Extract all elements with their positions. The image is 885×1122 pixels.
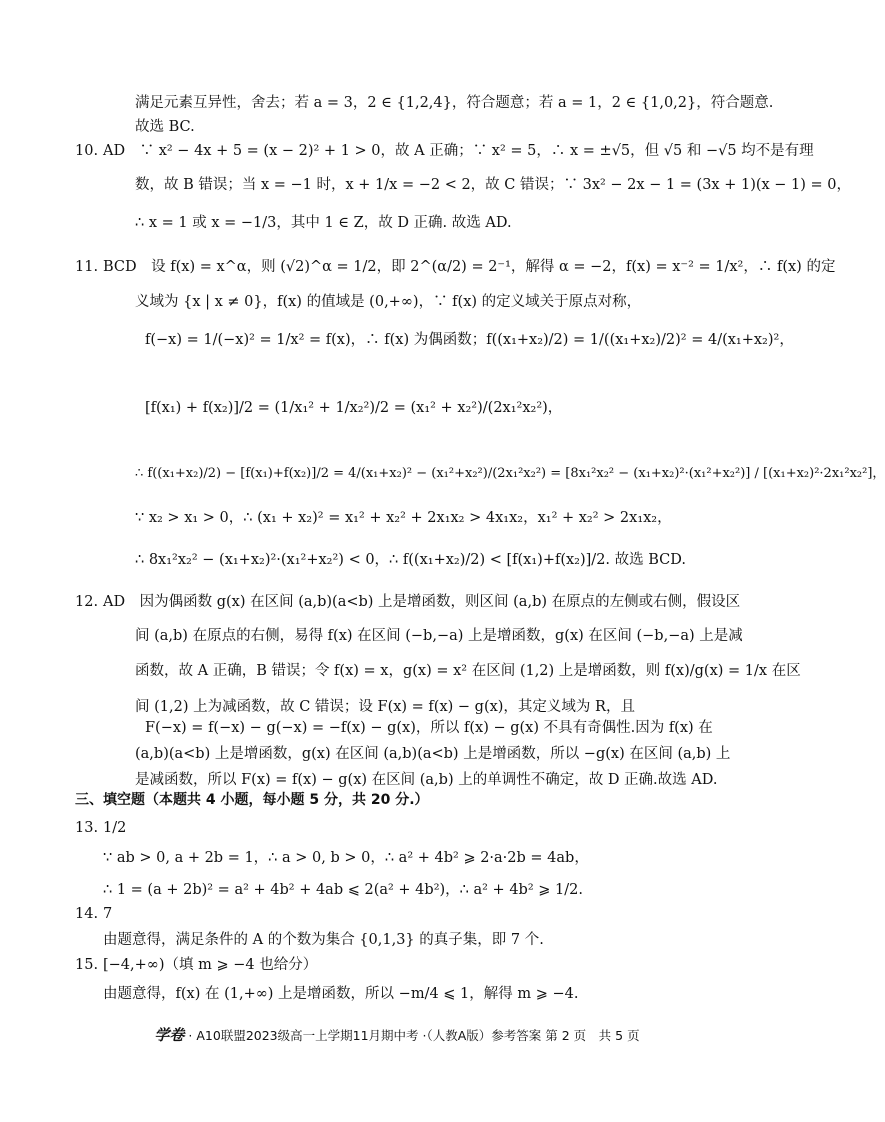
page-footer [0, 1024, 794, 1045]
q13-line-1: ∵ ab > 0, a + 2b = 1，∴ a > 0, b > 0，∴ a² + 4b² ⩾ 2·a·2b = 4ab， [103, 850, 589, 866]
q12-line-3: 函数，故 A 正确，B 错误；令 f(x) = x，g(x) = x² 在区间 (1,2) 上是增函数，则 f(x)/g(x) = 1/x 在区 [135, 663, 801, 679]
q11-line-1: BCD 设 f(x) = x^α，则 (√2)^α = 1/2，即 2^(α/2) = 2⁻¹，解得 α = −2，f(x) = x⁻² = 1/x²，∴ f(x) 的定 [103, 259, 836, 275]
q11-line-3: f(−x) = 1/(−x)² = 1/x² = f(x)，∴ f(x) 为偶函数；f((x₁+x₂)/2) = 1/((x₁+x₂)/2)² = 4/(x₁+x₂)²， [145, 332, 794, 348]
q12-line-7: 是减函数，所以 F(x) = f(x) − g(x) 在区间 (a,b) 上的单调性不确定，故 D 正确.故选 AD. [135, 772, 718, 788]
footer-logo: 学卷 [154, 1026, 185, 1044]
q15-number: 15. [75, 957, 99, 973]
q11-line-7: ∴ 8x₁²x₂² − (x₁+x₂)²·(x₁²+x₂²) < 0，∴ f((x₁+x₂)/2) < [f(x₁)+f(x₂)]/2. 故选 BCD. [135, 552, 686, 568]
q13-number: 13. [75, 820, 99, 836]
q12-line-2: 间 (a,b) 在原点的右侧，易得 f(x) 在区间 (−b,−a) 上是增函数，g(x) 在区间 (−b,−a) 上是减 [135, 628, 743, 644]
q11-line-5: ∴ f((x₁+x₂)/2) − [f(x₁)+f(x₂)]/2 = 4/(x₁+x₂)² − (x₁²+x₂²)/(2x₁²x₂²) = [8x₁²x₂² − (x₁+x₂)²·(x₁²+x₂²)] / [(x₁+x₂)²·2x₁²x₂²]， [135, 466, 885, 481]
q15-line-1: 由题意得，f(x) 在 (1,+∞) 上是增函数，所以 −m/4 ⩽ 1，解得 m ⩾ −4. [103, 986, 579, 1002]
q11-line-4: [f(x₁) + f(x₂)]/2 = (1/x₁² + 1/x₂²)/2 = (x₁² + x₂²)/(2x₁²x₂²)， [145, 400, 563, 416]
q13-answer: 1/2 [103, 820, 127, 836]
q9-line-2: 故选 BC. [135, 119, 195, 135]
q11-line-2: 义域为 {x | x ≠ 0}，f(x) 的值域是 (0,+∞)，∵ f(x) 的定义域关于原点对称， [135, 294, 642, 310]
q13-line-2: ∴ 1 = (a + 2b)² = a² + 4b² + 4ab ⩽ 2(a² + 4b²)，∴ a² + 4b² ⩾ 1/2. [103, 882, 583, 898]
q9-line-1: 满足元素互异性，舍去；若 a = 3，2 ∈ {1,2,4}，符合题意；若 a = 1，2 ∈ {1,0,2}，符合题意. [135, 95, 774, 111]
q12-line-5: F(−x) = f(−x) − g(−x) = −f(x) − g(x)，所以 f(x) − g(x) 不具有奇偶性.因为 f(x) 在 [145, 720, 713, 736]
q12-line-6: (a,b)(a<b) 上是增函数，g(x) 在区间 (a,b)(a<b) 上是增函数，所以 −g(x) 在区间 (a,b) 上 [135, 746, 731, 762]
q14-number: 14. [75, 906, 99, 922]
q14-line-1: 由题意得，满足条件的 A 的个数为集合 {0,1,3} 的真子集，即 7 个. [103, 932, 544, 948]
q12-line-1: AD 因为偶函数 g(x) 在区间 (a,b)(a<b) 上是增函数，则区间 (a,b) 在原点的左侧或右侧，假设区 [103, 594, 741, 610]
q11-number: 11. [75, 259, 99, 275]
q12-number: 12. [75, 594, 99, 610]
q10-line-2: 数，故 B 错误；当 x = −1 时，x + 1/x = −2 < 2，故 C 错误；∵ 3x² − 2x − 1 = (3x + 1)(x − 1) = 0， [135, 177, 852, 193]
q10-line-1: AD ∵ x² − 4x + 5 = (x − 2)² + 1 > 0，故 A 正确；∵ x² = 5，∴ x = ±√5，但 √5 和 −√5 均不是有理 [103, 143, 814, 159]
q15-answer: [−4,+∞)（填 m ⩾ −4 也给分） [103, 957, 318, 973]
section-3-heading: 三、填空题（本题共 4 小题，每小题 5 分，共 20 分.） [75, 792, 429, 808]
q10-line-3: ∴ x = 1 或 x = −1/3，其中 1 ∈ Z，故 D 正确. 故选 AD. [135, 215, 512, 231]
q12-line-4: 间 (1,2) 上为减函数，故 C 错误；设 F(x) = f(x) − g(x)，其定义域为 R，且 [135, 699, 635, 715]
footer-text: · A10联盟2023级高一上学期11月期中考 ·（人教A版）参考答案 第 2 页 共 5 页 [188, 1028, 640, 1043]
q11-line-6: ∵ x₂ > x₁ > 0，∴ (x₁ + x₂)² = x₁² + x₂² + 2x₁x₂ > 4x₁x₂，x₁² + x₂² > 2x₁x₂， [135, 510, 672, 526]
q10-number: 10. [75, 143, 99, 159]
q14-answer: 7 [103, 906, 113, 922]
